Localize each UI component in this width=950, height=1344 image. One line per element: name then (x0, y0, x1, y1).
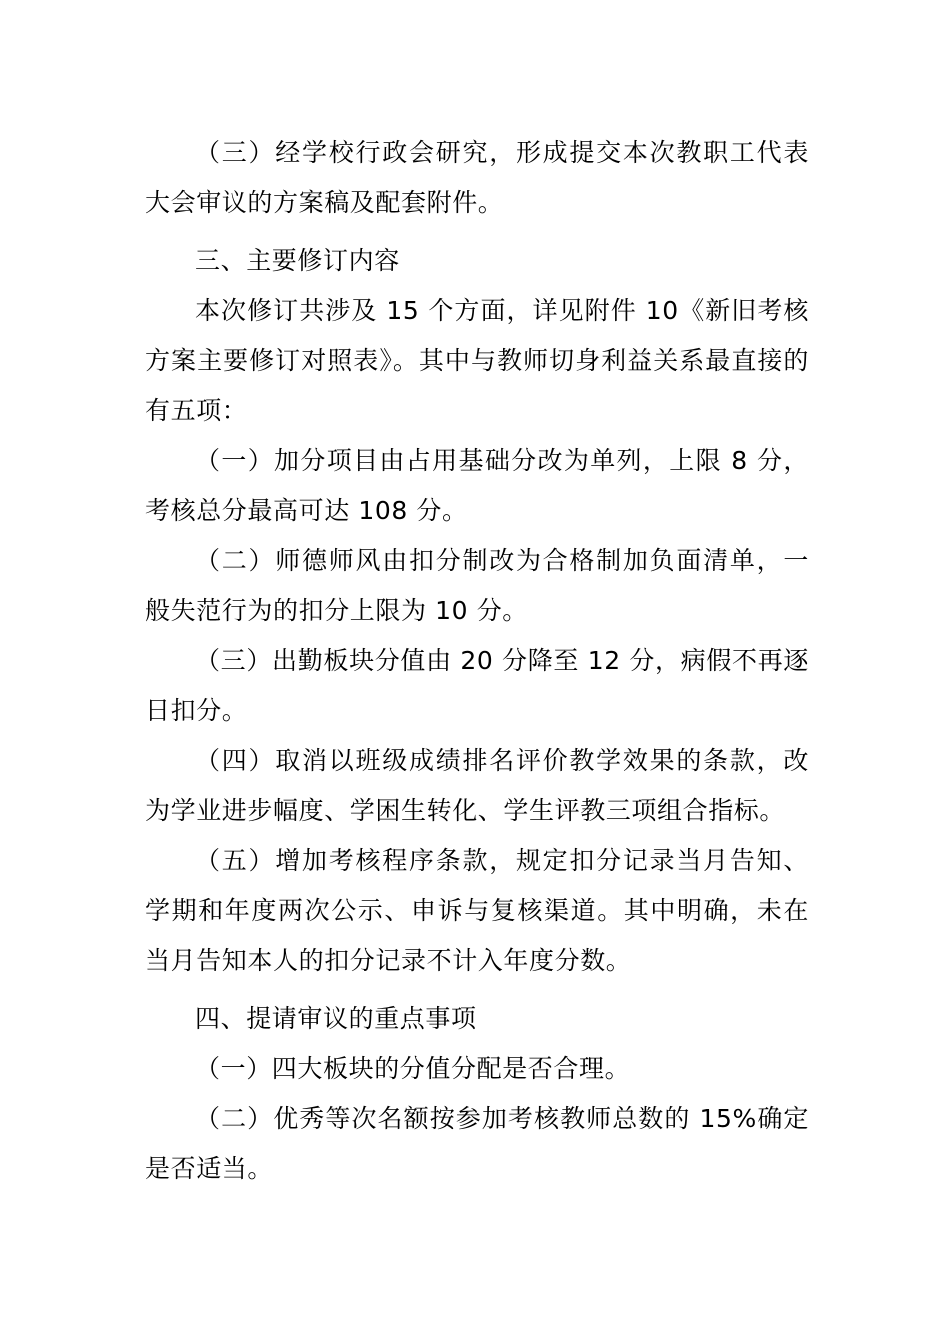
section-heading-revisions: 三、主要修订内容 (195, 246, 400, 275)
paragraph-review-item-2: （二）优秀等次名额按参加考核教师总数的 15%确定是否适当。 (145, 1104, 809, 1183)
paragraph-revision-5: （五）增加考核程序条款，规定扣分记录当月告知、学期和年度两次公示、申诉与复核渠道。其中明确，未在当月告知本人的扣分记录不计入年度分数。 (145, 846, 809, 975)
paragraph-procedure-3: （三）经学校行政会研究，形成提交本次教职工代表大会审议的方案稿及配套附件。 (145, 138, 809, 217)
paragraph-revision-4: （四）取消以班级成绩排名评价教学效果的条款，改为学业进步幅度、学困生转化、学生评教三项组合指标。 (145, 746, 809, 825)
paragraph-review-item-1: （一）四大板块的分值分配是否合理。 (195, 1054, 631, 1083)
paragraph-revision-1: （一）加分项目由占用基础分改为单列，上限 8 分，考核总分最高可达 108 分。 (145, 446, 809, 525)
paragraph-revision-3: （三）出勤板块分值由 20 分降至 12 分，病假不再逐日扣分。 (145, 646, 809, 725)
document-body (145, 128, 809, 1194)
paragraph-revision-summary: 本次修订共涉及 15 个方面，详见附件 10《新旧考核方案主要修订对照表》。其中与教师切身利益关系最直接的有五项： (145, 296, 809, 425)
paragraph-revision-2: （二）师德师风由扣分制改为合格制加负面清单，一般失范行为的扣分上限为 10 分。 (145, 546, 809, 625)
section-heading-review-items: 四、提请审议的重点事项 (195, 1004, 477, 1033)
